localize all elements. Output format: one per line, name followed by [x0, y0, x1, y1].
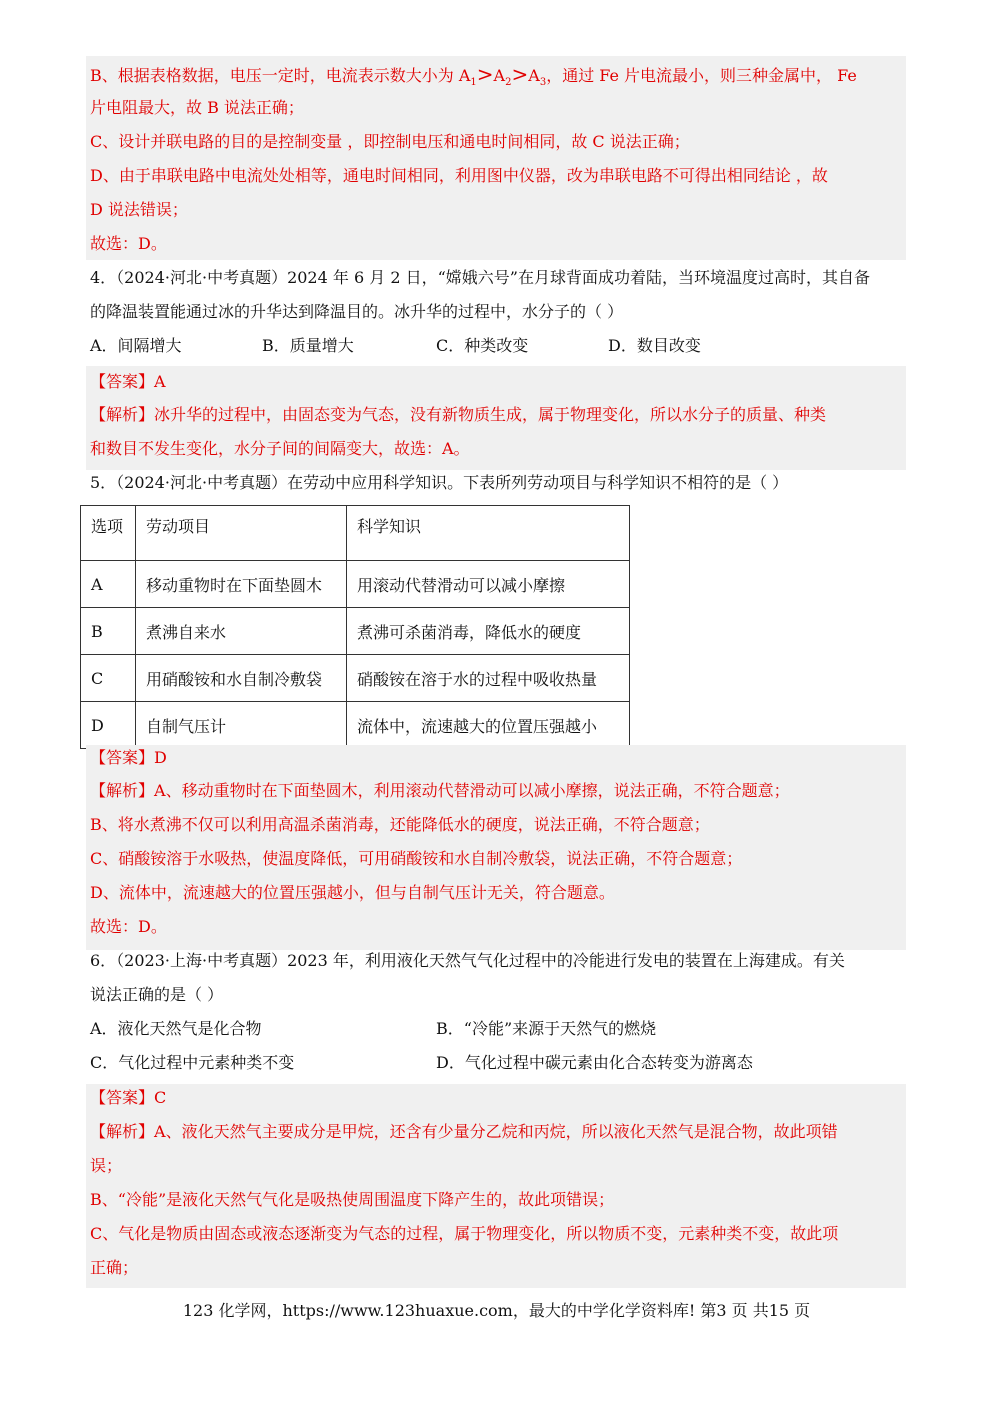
answer-value: A: [154, 372, 166, 391]
q5-answer: [90, 748, 167, 768]
table-cell: 用硝酸铵和水自制冷敷袋: [136, 655, 347, 702]
explanation-text: A、移动重物时在下面垫圆木，利用滚动代替滑动可以减小摩擦，说法正确，不符合题意；: [154, 781, 790, 800]
header-science-knowledge: 科学知识: [347, 506, 630, 561]
q3-exp-d-line2: D 说法错误；: [90, 200, 188, 219]
q4-stem-line2: 的降温装置能通过冰的升华达到降温目的。冰升华的过程中，水分子的（ ）: [90, 302, 624, 321]
sub-3: 3: [539, 77, 547, 88]
explanation-tag: 【解析】: [90, 405, 155, 424]
q6-explanation-a-line1: [90, 1122, 838, 1142]
q5-explanation-b: B、将水煮沸不仅可以利用高温杀菌消毒，还能降低水的硬度，说法正确，不符合题意；: [90, 815, 710, 834]
q5-explanation-a: [90, 781, 790, 801]
gt-sign-1: >: [476, 62, 494, 86]
sub-2: 2: [505, 77, 512, 88]
q5-stem: 5．（2024·河北·中考真题）在劳动中应用科学知识。下表所列劳动项目与科学知识不相符的是（ ）: [90, 473, 789, 492]
explanation-text: 冰升华的过程中，由固态变为气态，没有新物质生成，属于物理变化，所以水分子的质量、种类: [154, 405, 827, 424]
q6-explanation-a-line2: 误；: [90, 1156, 123, 1175]
q3-exp-b-pre: B、根据表格数据，电压一定时，电流表示数大小为 A: [90, 66, 471, 85]
q6-explanation-c-line2: 正确；: [90, 1258, 139, 1277]
table-cell: 流体中，流速越大的位置压强越小: [347, 702, 630, 749]
q3-exp-c: C、设计并联电路的目的是控制变量 ，即控制电压和通电时间相同，故 C 说法正确；: [90, 132, 690, 151]
table-cell: 移动重物时在下面垫圆木: [136, 561, 347, 608]
q5-selection: 故选：D。: [90, 917, 167, 936]
answer-tag: 【答案】: [90, 748, 155, 767]
q5-table: [80, 505, 630, 749]
table-header-row: [81, 506, 630, 561]
q5-explanation-c: C、硝酸铵溶于水吸热，使温度降低，可用硝酸铵和水自制冷敷袋，说法正确，不符合题意；: [90, 849, 743, 868]
q4-stem-line1: 4．（2024·河北·中考真题）2024 年 6 月 2 日，“嫦娥六号”在月球背面成功着陆，当环境温度过高时，其自备: [90, 268, 870, 287]
q6-answer-bg: [86, 1084, 906, 1288]
table-cell: A: [81, 561, 136, 608]
table-cell: 用滚动代替滑动可以减小摩擦: [347, 561, 630, 608]
q3-exp-b-line2: 片电阻最大，故 B 说法正确；: [90, 98, 304, 117]
q3-exp-b-post: ，通过 Fe 片电流最小，则三种金属中， Fe: [546, 66, 857, 85]
q5-answer-bg: [86, 745, 906, 950]
q4-option-a: A．间隔增大: [90, 336, 182, 355]
q6-option-c: C．气化过程中元素种类不变: [90, 1053, 295, 1072]
explanation-tag: 【解析】: [90, 781, 155, 800]
a2-label: A: [493, 66, 506, 85]
table-row: [81, 655, 630, 702]
q4-option-b: B．质量增大: [262, 336, 354, 355]
table-cell: B: [81, 608, 136, 655]
header-option: 选项: [81, 506, 136, 561]
a3-label: A: [528, 66, 540, 85]
table-cell: 煮沸自来水: [136, 608, 347, 655]
q6-stem-line2: 说法正确的是（ ）: [90, 985, 224, 1004]
q3-exp-d-line1: D、由于串联电路中电流处处相等，通电时间相同，利用图中仪器，改为串联电路不可得出相同结论 ，故: [90, 166, 828, 185]
q6-option-d: D．气化过程中碳元素由化合态转变为游离态: [436, 1053, 753, 1072]
q6-explanation-c-line1: C、气化是物质由固态或液态逐渐变为气态的过程，属于物理变化，所以物质不变，元素种类不变，故此项: [90, 1224, 839, 1243]
q6-stem-line1: 6．（2023·上海·中考真题）2023 年，利用液化天然气气化过程中的冷能进行发电的装置在上海建成。有关: [90, 951, 845, 970]
q6-option-a: A．液化天然气是化合物: [90, 1019, 262, 1038]
table-cell: 自制气压计: [136, 702, 347, 749]
header-labor-item: 劳动项目: [136, 506, 347, 561]
table-row: [81, 702, 630, 749]
answer-value: D: [154, 748, 167, 767]
gt-sign-2: >: [511, 62, 529, 86]
explanation-tag: 【解析】: [90, 1122, 155, 1141]
q4-answer: [90, 372, 166, 392]
sub-1: 1: [470, 77, 477, 88]
table-cell: D: [81, 702, 136, 749]
q5-explanation-d: D、流体中，流速越大的位置压强越小，但与自制气压计无关，符合题意。: [90, 883, 615, 902]
q4-option-d: D．数目改变: [608, 336, 701, 355]
table-cell: 煮沸可杀菌消毒，降低水的硬度: [347, 608, 630, 655]
answer-tag: 【答案】: [90, 1088, 155, 1107]
q6-answer: [90, 1088, 166, 1108]
answer-tag: 【答案】: [90, 372, 155, 391]
table-cell: C: [81, 655, 136, 702]
explanation-text: A、液化天然气主要成分是甲烷，还含有少量分乙烷和丙烷，所以液化天然气是混合物，故此项错: [154, 1122, 838, 1141]
q6-explanation-b: B、“冷能”是液化天然气气化是吸热使周围温度下降产生的，故此项错误；: [90, 1190, 615, 1209]
q4-option-c: C．种类改变: [436, 336, 529, 355]
page-footer: 123 化学网，https://www.123huaxue.com，最大的中学化学资料库! 第3 页 共15 页: [182, 1301, 811, 1320]
table-row: [81, 561, 630, 608]
q4-explanation-line1: [90, 405, 826, 425]
q3-exp-b-line1: [90, 64, 857, 93]
q3-selection: 故选：D。: [90, 234, 167, 253]
answer-value: C: [154, 1088, 167, 1107]
table-cell: 硝酸铵在溶于水的过程中吸收热量: [347, 655, 630, 702]
q4-explanation-line2: 和数目不发生变化，水分子间的间隔变大，故选：A。: [90, 439, 470, 458]
table-row: [81, 608, 630, 655]
q6-option-b: B．“冷能”来源于天然气的燃烧: [436, 1019, 657, 1038]
